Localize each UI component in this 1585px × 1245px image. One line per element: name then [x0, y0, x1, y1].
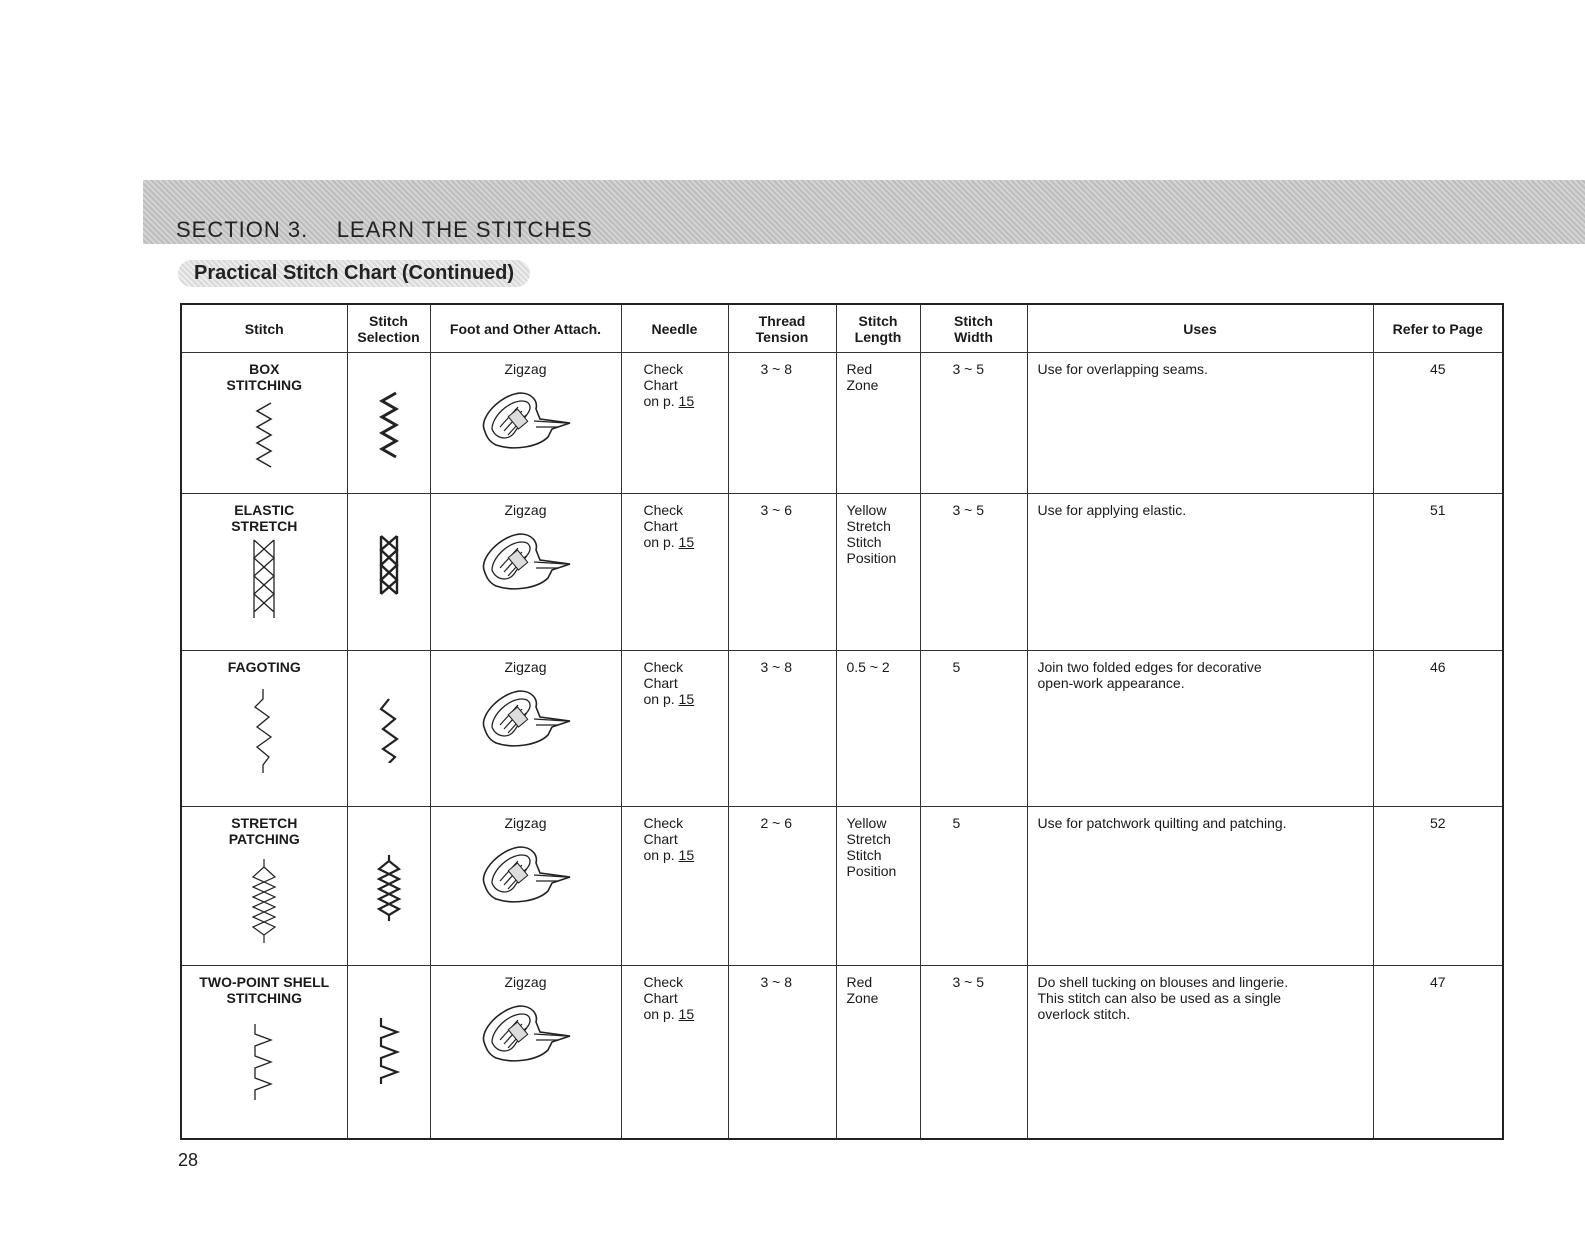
- stretch-patching-icon: [375, 853, 403, 923]
- elastic-stretch-icon: [377, 532, 401, 598]
- width-cell: 3 ~ 5: [920, 353, 1027, 494]
- page-number: 28: [178, 1150, 199, 1170]
- needle-cell: Check Chart on p. 15: [621, 494, 728, 651]
- section-header-bar: [143, 180, 1585, 244]
- needle-cell: Check Chart on p. 15: [621, 651, 728, 807]
- stitch-cell: BOX STITCHING: [181, 353, 347, 494]
- tension-cell: 3 ~ 8: [728, 966, 836, 1139]
- header-tension: Thread Tension: [728, 304, 836, 353]
- zigzag-foot-icon: [478, 1002, 574, 1066]
- fagoting-icon: [249, 685, 279, 775]
- header-selection: Stitch Selection: [347, 304, 430, 353]
- zigzag-foot-icon: [478, 687, 574, 751]
- uses-cell: Use for overlapping seams.: [1027, 353, 1373, 494]
- zigzag-foot-icon: [478, 389, 574, 453]
- section-title: SECTION 3. LEARN THE STITCHES: [176, 217, 593, 242]
- stitch-chart-table: [180, 303, 1504, 1140]
- stitch-cell: FAGOTING: [181, 651, 347, 807]
- header-length: Stitch Length: [836, 304, 920, 353]
- box-stitch-icon: [374, 383, 404, 463]
- elastic-stretch-icon: [249, 534, 279, 624]
- foot-cell: Zigzag: [430, 494, 621, 651]
- table-row: [181, 494, 1503, 651]
- tension-cell: 3 ~ 8: [728, 353, 836, 494]
- ref-page-cell: 46: [1373, 651, 1503, 807]
- ref-page-cell: 52: [1373, 807, 1503, 966]
- header-foot: Foot and Other Attach.: [430, 304, 621, 353]
- stretch-patching-icon: [247, 855, 281, 945]
- selection-cell: [347, 494, 430, 651]
- table-row: [181, 651, 1503, 807]
- selection-cell: [347, 651, 430, 807]
- foot-cell: Zigzag: [430, 651, 621, 807]
- selection-cell: [347, 966, 430, 1139]
- uses-cell: Join two folded edges for decorative open-work appearance.: [1027, 651, 1373, 807]
- fagoting-icon: [375, 697, 403, 763]
- zigzag-foot-icon: [478, 530, 574, 594]
- ref-page-cell: 47: [1373, 966, 1503, 1139]
- needle-cell: Check Chart on p. 15: [621, 353, 728, 494]
- foot-cell: Zigzag: [430, 353, 621, 494]
- length-cell: 0.5 ~ 2: [836, 651, 920, 807]
- width-cell: 5: [920, 807, 1027, 966]
- foot-cell: Zigzag: [430, 966, 621, 1139]
- ref-page-cell: 45: [1373, 353, 1503, 494]
- uses-cell: Do shell tucking on blouses and lingerie. This stitch can also be used as a single overlock stitch.: [1027, 966, 1373, 1139]
- tension-cell: 3 ~ 6: [728, 494, 836, 651]
- box-stitch-icon: [249, 393, 279, 473]
- table-row: [181, 807, 1503, 966]
- stitch-cell: TWO-POINT SHELL STITCHING: [181, 966, 347, 1139]
- header-ref: Refer to Page: [1373, 304, 1503, 353]
- header-width: Stitch Width: [920, 304, 1027, 353]
- header-needle: Needle: [621, 304, 728, 353]
- stitch-cell: ELASTIC STRETCH: [181, 494, 347, 651]
- selection-cell: [347, 807, 430, 966]
- zigzag-foot-icon: [478, 843, 574, 907]
- length-cell: Yellow Stretch Stitch Position: [836, 494, 920, 651]
- needle-cell: Check Chart on p. 15: [621, 966, 728, 1139]
- length-cell: Yellow Stretch Stitch Position: [836, 807, 920, 966]
- header-row: [181, 304, 1503, 353]
- width-cell: 3 ~ 5: [920, 494, 1027, 651]
- tension-cell: 3 ~ 8: [728, 651, 836, 807]
- width-cell: 3 ~ 5: [920, 966, 1027, 1139]
- chart-title: Practical Stitch Chart (Continued): [178, 260, 530, 287]
- length-cell: Red Zone: [836, 966, 920, 1139]
- two-point-shell-icon: [375, 1014, 403, 1084]
- foot-cell: Zigzag: [430, 807, 621, 966]
- two-point-shell-icon: [249, 1016, 279, 1106]
- needle-cell: Check Chart on p. 15: [621, 807, 728, 966]
- header-uses: Uses: [1027, 304, 1373, 353]
- stitch-cell: STRETCH PATCHING: [181, 807, 347, 966]
- uses-cell: Use for applying elastic.: [1027, 494, 1373, 651]
- length-cell: Red Zone: [836, 353, 920, 494]
- uses-cell: Use for patchwork quilting and patching.: [1027, 807, 1373, 966]
- table-row: [181, 966, 1503, 1139]
- width-cell: 5: [920, 651, 1027, 807]
- ref-page-cell: 51: [1373, 494, 1503, 651]
- header-stitch: Stitch: [181, 304, 347, 353]
- table-row: [181, 353, 1503, 494]
- selection-cell: [347, 353, 430, 494]
- tension-cell: 2 ~ 6: [728, 807, 836, 966]
